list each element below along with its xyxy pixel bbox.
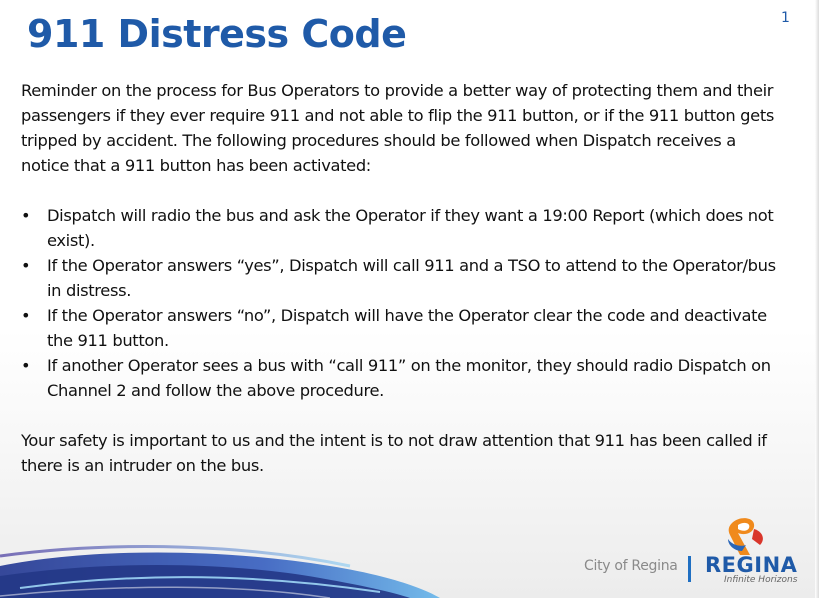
bullet-icon: •	[21, 256, 31, 275]
regina-logo-tagline: Infinite Horizons	[724, 575, 798, 585]
slide-title: 911 Distress Code	[27, 12, 407, 56]
list-item-text: If another Operator sees a bus with “call 911” on the monitor, they should radio Dispatch on Channel 2 and follow the above procedure.	[47, 356, 771, 400]
intro-paragraph: Reminder on the process for Bus Operators to provide a better way of protecting them and their passengers if they ever require 911 and not able to flip the 911 button, or if the 911 button gets tripped by accident. The following procedures should be followed when Dispatch receives a notice that a 911 button has been activated:	[21, 81, 775, 175]
footer-divider	[688, 556, 691, 582]
bullet-icon: •	[21, 206, 31, 225]
city-of-regina-text: City of Regina	[584, 558, 678, 574]
bullet-icon: •	[21, 356, 31, 375]
regina-logo-icon	[724, 515, 768, 557]
list-item-text: Dispatch will radio the bus and ask the Operator if they want a 19:00 Report (which does not exist).	[47, 206, 774, 250]
page-number: 1	[781, 10, 790, 26]
list-item-text: If the Operator answers “yes”, Dispatch will call 911 and a TSO to attend to the Operator/bus in distress.	[47, 256, 776, 300]
list-item-text: If the Operator answers “no”, Dispatch will have the Operator clear the code and deactivate the 911 button.	[47, 306, 767, 350]
regina-logo-wordmark: REGINA	[705, 553, 798, 577]
closing-paragraph: Your safety is important to us and the intent is to not draw attention that 911 has been called if there is an intruder on the bus.	[21, 431, 767, 475]
bullet-icon: •	[21, 306, 31, 325]
